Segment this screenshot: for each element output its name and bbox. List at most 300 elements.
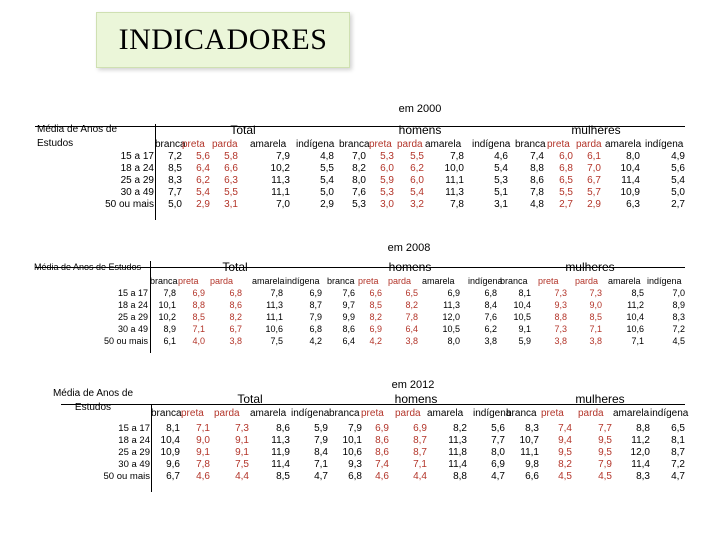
table-cell: 7,9 bbox=[276, 151, 290, 162]
indicator-table-1 bbox=[0, 240, 720, 380]
column-header: amarela bbox=[605, 139, 642, 150]
table-cell: 6,8 bbox=[309, 324, 322, 334]
table-cell: 6,6 bbox=[224, 163, 238, 174]
indicator-table-0 bbox=[0, 100, 720, 240]
table-cell: 4,6 bbox=[494, 151, 508, 162]
table-cell: 6,8 bbox=[348, 471, 362, 482]
table-cell: 5,4 bbox=[410, 187, 424, 198]
column-header: preta bbox=[182, 139, 205, 150]
table-cell: 7,1 bbox=[631, 336, 644, 346]
row-label: 25 a 29 bbox=[117, 312, 148, 322]
table-cell: 6,7 bbox=[587, 175, 601, 186]
table-cell: 4,0 bbox=[192, 336, 205, 346]
table-cell: 9,0 bbox=[589, 300, 602, 310]
column-header: preta bbox=[369, 139, 392, 150]
table-cell: 5,0 bbox=[320, 187, 334, 198]
row-label: 18 a 24 bbox=[120, 163, 154, 174]
table-cell: 8,8 bbox=[192, 300, 205, 310]
column-header: indígena bbox=[296, 139, 335, 150]
column-header: parda bbox=[214, 408, 240, 419]
table-cell: 8,6 bbox=[229, 300, 242, 310]
column-header: amarela bbox=[250, 139, 287, 150]
table-cell: 3,8 bbox=[484, 336, 497, 346]
table-cell: 7,0 bbox=[352, 151, 366, 162]
table-cell: 8,2 bbox=[558, 459, 572, 470]
table-cell: 5,4 bbox=[494, 163, 508, 174]
table-cell: 6,8 bbox=[484, 288, 497, 298]
table-cell: 7,2 bbox=[168, 151, 182, 162]
column-header: amarela bbox=[250, 408, 287, 419]
row-label: 30 a 49 bbox=[117, 324, 148, 334]
table-cell: 8,2 bbox=[405, 300, 418, 310]
table-cell: 6,4 bbox=[196, 163, 210, 174]
table-cell: 7,5 bbox=[270, 336, 283, 346]
table-cell: 8,2 bbox=[453, 423, 467, 434]
table-cell: 9,6 bbox=[166, 459, 180, 470]
table-cell: 6,2 bbox=[196, 175, 210, 186]
table-cell: 5,1 bbox=[494, 187, 508, 198]
table-cell: 5,7 bbox=[587, 187, 601, 198]
table-cell: 7,6 bbox=[352, 187, 366, 198]
table-cell: 11,2 bbox=[631, 435, 650, 446]
table-cell: 11,3 bbox=[271, 175, 290, 186]
table-cell: 5,3 bbox=[380, 151, 394, 162]
table-cell: 5,6 bbox=[196, 151, 210, 162]
row-label: 50 ou mais bbox=[103, 336, 148, 346]
column-header: parda bbox=[210, 276, 234, 286]
column-header: preta bbox=[541, 408, 564, 419]
table-year-label: em 2008 bbox=[387, 242, 431, 254]
table-cell: 3,0 bbox=[380, 199, 394, 210]
table-cell: 10,1 bbox=[158, 300, 176, 310]
table-cell: 5,0 bbox=[168, 199, 182, 210]
column-header: preta bbox=[358, 276, 379, 286]
table-cell: 9,8 bbox=[525, 459, 539, 470]
column-header: parda bbox=[212, 139, 238, 150]
table-cell: 10,6 bbox=[626, 324, 644, 334]
table-cell: 8,8 bbox=[554, 312, 567, 322]
table-cell: 5,3 bbox=[380, 187, 394, 198]
table-cell: 10,2 bbox=[158, 312, 176, 322]
table-cell: 7,3 bbox=[554, 288, 567, 298]
table-cell: 6,9 bbox=[447, 288, 460, 298]
column-header: amarela bbox=[608, 276, 641, 286]
table-cell: 8,5 bbox=[589, 312, 602, 322]
table-cell: 6,1 bbox=[163, 336, 176, 346]
column-header: parda bbox=[578, 408, 604, 419]
table-cell: 7,1 bbox=[314, 459, 328, 470]
table-cell: 2,9 bbox=[587, 199, 601, 210]
row-label: 50 ou mais bbox=[105, 199, 154, 210]
row-label: 30 a 49 bbox=[120, 187, 154, 198]
table-cell: 6,9 bbox=[309, 288, 322, 298]
table-cell: 4,8 bbox=[320, 151, 334, 162]
column-header: branca bbox=[327, 276, 355, 286]
table-cell: 7,4 bbox=[558, 423, 572, 434]
table-cell: 4,6 bbox=[196, 471, 210, 482]
column-header: branca bbox=[150, 276, 178, 286]
row-label: 18 a 24 bbox=[118, 435, 150, 446]
table-cell: 4,9 bbox=[671, 151, 685, 162]
table-cell: 9,5 bbox=[558, 447, 572, 458]
row-header-label: Média de Anos de Estudos bbox=[52, 388, 134, 413]
table-cell: 8,6 bbox=[530, 175, 544, 186]
title-box bbox=[96, 12, 350, 68]
table-cell: 3,8 bbox=[229, 336, 242, 346]
table-cell: 4,7 bbox=[671, 471, 685, 482]
table-cell: 2,9 bbox=[320, 199, 334, 210]
column-header: indígena bbox=[468, 276, 503, 286]
table-cell: 3,1 bbox=[224, 199, 238, 210]
table-cell: 9,3 bbox=[348, 459, 362, 470]
indicator-table-2 bbox=[0, 378, 720, 518]
table-cell: 9,0 bbox=[196, 435, 210, 446]
table-cell: 7,9 bbox=[309, 312, 322, 322]
table-cell: 3,8 bbox=[589, 336, 602, 346]
table-cell: 8,3 bbox=[636, 471, 650, 482]
table-cell: 8,2 bbox=[369, 312, 382, 322]
table-cell: 3,2 bbox=[410, 199, 424, 210]
column-header: indígena bbox=[650, 408, 689, 419]
table-cell: 6,0 bbox=[559, 151, 573, 162]
table-cell: 10,6 bbox=[342, 447, 362, 458]
table-cell: 10,1 bbox=[342, 435, 362, 446]
group-label-homens: homens bbox=[394, 392, 438, 406]
table-cell: 8,7 bbox=[309, 300, 322, 310]
table-cell: 6,7 bbox=[166, 471, 180, 482]
table-cell: 8,0 bbox=[491, 447, 505, 458]
table-cell: 11,1 bbox=[266, 312, 283, 322]
table-cell: 6,9 bbox=[369, 324, 382, 334]
table-cell: 9,1 bbox=[518, 324, 531, 334]
table-cell: 8,8 bbox=[636, 423, 650, 434]
row-label: 30 a 49 bbox=[118, 459, 150, 470]
table-cell: 11,3 bbox=[266, 300, 283, 310]
row-header-label: Média de Anos de Estudos bbox=[34, 262, 142, 272]
table-cell: 8,5 bbox=[369, 300, 382, 310]
table-cell: 10,2 bbox=[270, 163, 290, 174]
table-cell: 11,3 bbox=[445, 187, 464, 198]
table-cell: 2,7 bbox=[671, 199, 685, 210]
table-cell: 8,3 bbox=[525, 423, 539, 434]
table-cell: 6,1 bbox=[587, 151, 601, 162]
table-cell: 6,5 bbox=[405, 288, 418, 298]
column-header: parda bbox=[397, 139, 423, 150]
table-cell: 6,3 bbox=[224, 175, 238, 186]
table-cell: 7,6 bbox=[484, 312, 497, 322]
table-cell: 9,1 bbox=[196, 447, 210, 458]
table-cell: 8,5 bbox=[631, 288, 644, 298]
table-cell: 9,3 bbox=[554, 300, 567, 310]
table-cell: 9,1 bbox=[235, 447, 249, 458]
column-header: branca bbox=[329, 408, 360, 419]
table-cell: 6,9 bbox=[413, 423, 427, 434]
page-title: INDICADORES bbox=[118, 23, 328, 56]
table-cell: 8,3 bbox=[672, 312, 685, 322]
table-cell: 5,3 bbox=[494, 175, 508, 186]
table-cell: 11,2 bbox=[627, 300, 644, 310]
column-header: amarela bbox=[422, 276, 455, 286]
table-cell: 8,6 bbox=[276, 423, 290, 434]
table-cell: 7,8 bbox=[270, 288, 283, 298]
column-header: indígena bbox=[647, 276, 682, 286]
column-header: indígena bbox=[473, 408, 512, 419]
table-cell: 11,4 bbox=[631, 459, 650, 470]
table-cell: 10,9 bbox=[620, 187, 640, 198]
table-cell: 7,3 bbox=[554, 324, 567, 334]
column-header: amarela bbox=[613, 408, 650, 419]
table-cell: 8,3 bbox=[168, 175, 182, 186]
table-cell: 6,9 bbox=[192, 288, 205, 298]
column-header: indígena bbox=[285, 276, 320, 286]
table-cell: 9,9 bbox=[342, 312, 355, 322]
group-label-total: Total bbox=[222, 260, 248, 274]
table-cell: 6,5 bbox=[671, 423, 685, 434]
table-cell: 8,1 bbox=[166, 423, 180, 434]
row-label: 15 a 17 bbox=[120, 151, 154, 162]
table-cell: 8,2 bbox=[352, 163, 366, 174]
table-cell: 11,4 bbox=[621, 175, 640, 186]
table-cell: 7,9 bbox=[314, 435, 328, 446]
table-cell: 8,9 bbox=[672, 300, 685, 310]
table-cell: 4,4 bbox=[413, 471, 427, 482]
table-cell: 9,4 bbox=[558, 435, 572, 446]
table-cell: 6,9 bbox=[375, 423, 389, 434]
table-cell: 5,4 bbox=[196, 187, 210, 198]
column-header: preta bbox=[547, 139, 570, 150]
table-cell: 5,0 bbox=[671, 187, 685, 198]
table-cell: 7,1 bbox=[192, 324, 205, 334]
table-cell: 5,6 bbox=[491, 423, 505, 434]
group-label-total: Total bbox=[237, 392, 263, 406]
table-cell: 6,0 bbox=[380, 163, 394, 174]
table-cell: 5,3 bbox=[352, 199, 366, 210]
table-cell: 8,5 bbox=[276, 471, 290, 482]
table-cell: 7,7 bbox=[598, 423, 612, 434]
table-cell: 8,7 bbox=[413, 447, 427, 458]
table-cell: 6,4 bbox=[405, 324, 418, 334]
table-cell: 7,0 bbox=[672, 288, 685, 298]
table-cell: 11,3 bbox=[448, 435, 467, 446]
table-cell: 11,9 bbox=[271, 447, 290, 458]
table-cell: 11,1 bbox=[271, 187, 290, 198]
column-header: preta bbox=[361, 408, 384, 419]
table-cell: 8,5 bbox=[192, 312, 205, 322]
table-cell: 10,6 bbox=[265, 324, 283, 334]
table-cell: 5,5 bbox=[559, 187, 573, 198]
column-header: branca bbox=[151, 408, 182, 419]
table-cell: 7,8 bbox=[530, 187, 544, 198]
table-year-label: em 2012 bbox=[391, 379, 435, 391]
table-cell: 8,9 bbox=[163, 324, 176, 334]
column-header: indígena bbox=[291, 408, 330, 419]
column-header: branca bbox=[339, 139, 370, 150]
table-year-label: em 2000 bbox=[398, 103, 442, 115]
table-cell: 8,7 bbox=[671, 447, 685, 458]
row-header-label: Média de Anos de Estudos bbox=[37, 124, 118, 149]
column-header: amarela bbox=[425, 139, 462, 150]
table-cell: 5,8 bbox=[224, 151, 238, 162]
table-cell: 7,3 bbox=[235, 423, 249, 434]
row-label: 25 a 29 bbox=[118, 447, 150, 458]
table-cell: 10,9 bbox=[160, 447, 180, 458]
table-cell: 8,0 bbox=[626, 151, 640, 162]
table-cell: 4,2 bbox=[309, 336, 322, 346]
table-cell: 7,0 bbox=[276, 199, 290, 210]
table-cell: 3,1 bbox=[494, 199, 508, 210]
table-cell: 10,4 bbox=[160, 435, 180, 446]
table-cell: 6,3 bbox=[626, 199, 640, 210]
table-cell: 3,8 bbox=[554, 336, 567, 346]
table-cell: 6,0 bbox=[410, 175, 424, 186]
table-cell: 7,8 bbox=[450, 151, 464, 162]
table-cell: 8,0 bbox=[352, 175, 366, 186]
table-cell: 7,7 bbox=[491, 435, 505, 446]
table-cell: 6,4 bbox=[342, 336, 355, 346]
table-cell: 10,4 bbox=[620, 163, 640, 174]
table-cell: 9,5 bbox=[598, 447, 612, 458]
table-cell: 6,5 bbox=[559, 175, 573, 186]
row-label: 15 a 17 bbox=[117, 288, 148, 298]
column-header: preta bbox=[181, 408, 204, 419]
table-cell: 6,6 bbox=[369, 288, 382, 298]
table-cell: 4,8 bbox=[530, 199, 544, 210]
table-cell: 8,1 bbox=[671, 435, 685, 446]
table-cell: 4,7 bbox=[491, 471, 505, 482]
column-header: parda bbox=[575, 276, 599, 286]
table-cell: 5,9 bbox=[518, 336, 531, 346]
table-cell: 7,8 bbox=[450, 199, 464, 210]
table-cell: 7,8 bbox=[163, 288, 176, 298]
row-label: 25 a 29 bbox=[120, 175, 154, 186]
table-cell: 6,2 bbox=[410, 163, 424, 174]
table-cell: 4,2 bbox=[369, 336, 382, 346]
table-cell: 7,0 bbox=[587, 163, 601, 174]
table-cell: 10,0 bbox=[444, 163, 464, 174]
table-cell: 7,7 bbox=[168, 187, 182, 198]
table-cell: 7,9 bbox=[348, 423, 362, 434]
table-cell: 11,8 bbox=[448, 447, 467, 458]
group-label-homens: homens bbox=[388, 260, 432, 274]
column-header: parda bbox=[576, 139, 602, 150]
table-cell: 8,2 bbox=[229, 312, 242, 322]
row-label: 50 ou mais bbox=[103, 471, 150, 482]
table-cell: 6,2 bbox=[484, 324, 497, 334]
table-cell: 12,0 bbox=[630, 447, 650, 458]
table-cell: 8,6 bbox=[375, 447, 389, 458]
table-cell: 6,6 bbox=[525, 471, 539, 482]
table-cell: 10,4 bbox=[626, 312, 644, 322]
table-cell: 3,8 bbox=[405, 336, 418, 346]
table-cell: 7,2 bbox=[671, 459, 685, 470]
table-cell: 7,9 bbox=[598, 459, 612, 470]
table-cell: 8,0 bbox=[447, 336, 460, 346]
table-cell: 7,4 bbox=[375, 459, 389, 470]
table-cell: 5,5 bbox=[224, 187, 238, 198]
table-cell: 7,6 bbox=[342, 288, 355, 298]
table-cell: 5,4 bbox=[320, 175, 334, 186]
table-cell: 6,8 bbox=[559, 163, 573, 174]
table-cell: 9,1 bbox=[235, 435, 249, 446]
table-cell: 7,5 bbox=[235, 459, 249, 470]
table-cell: 4,5 bbox=[598, 471, 612, 482]
table-cell: 10,4 bbox=[513, 300, 531, 310]
table-cell: 4,7 bbox=[314, 471, 328, 482]
column-header: branca bbox=[506, 408, 537, 419]
table-cell: 8,5 bbox=[168, 163, 182, 174]
table-cell: 9,7 bbox=[342, 300, 355, 310]
table-cell: 8,1 bbox=[518, 288, 531, 298]
group-label-mulheres: mulheres bbox=[575, 392, 625, 406]
group-label-mulheres: mulheres bbox=[565, 260, 615, 274]
table-cell: 8,4 bbox=[484, 300, 497, 310]
column-header: preta bbox=[178, 276, 199, 286]
column-header: indígena bbox=[472, 139, 511, 150]
table-cell: 5,4 bbox=[671, 175, 685, 186]
group-label-homens: homens bbox=[398, 123, 442, 137]
row-label: 15 a 17 bbox=[118, 423, 150, 434]
table-cell: 11,4 bbox=[448, 459, 467, 470]
table-cell: 7,4 bbox=[530, 151, 544, 162]
group-label-total: Total bbox=[230, 123, 256, 137]
table-cell: 5,5 bbox=[320, 163, 334, 174]
table-cell: 7,1 bbox=[413, 459, 427, 470]
column-header: branca bbox=[515, 139, 546, 150]
column-header: parda bbox=[395, 408, 421, 419]
table-cell: 5,9 bbox=[380, 175, 394, 186]
table-cell: 8,8 bbox=[453, 471, 467, 482]
table-cell: 8,6 bbox=[375, 435, 389, 446]
table-cell: 6,9 bbox=[491, 459, 505, 470]
table-cell: 7,1 bbox=[589, 324, 602, 334]
table-cell: 4,5 bbox=[558, 471, 572, 482]
column-header: amarela bbox=[427, 408, 464, 419]
table-cell: 7,8 bbox=[405, 312, 418, 322]
table-cell: 10,5 bbox=[442, 324, 460, 334]
column-header: amarela bbox=[252, 276, 285, 286]
table-cell: 7,8 bbox=[196, 459, 210, 470]
table-cell: 5,9 bbox=[314, 423, 328, 434]
table-cell: 8,4 bbox=[314, 447, 328, 458]
table-cell: 11,3 bbox=[271, 435, 290, 446]
table-cell: 4,4 bbox=[235, 471, 249, 482]
table-cell: 6,7 bbox=[229, 324, 242, 334]
table-cell: 4,6 bbox=[375, 471, 389, 482]
table-cell: 11,3 bbox=[443, 300, 460, 310]
group-label-mulheres: mulheres bbox=[571, 123, 621, 137]
table-cell: 2,7 bbox=[559, 199, 573, 210]
table-cell: 11,1 bbox=[445, 175, 464, 186]
table-cell: 10,5 bbox=[513, 312, 531, 322]
table-cell: 6,8 bbox=[229, 288, 242, 298]
table-cell: 8,8 bbox=[530, 163, 544, 174]
table-cell: 4,5 bbox=[672, 336, 685, 346]
table-cell: 2,9 bbox=[196, 199, 210, 210]
column-header: parda bbox=[388, 276, 412, 286]
table-cell: 7,3 bbox=[589, 288, 602, 298]
table-cell: 10,7 bbox=[519, 435, 539, 446]
row-label: 18 a 24 bbox=[117, 300, 148, 310]
table-cell: 5,6 bbox=[671, 163, 685, 174]
table-cell: 9,5 bbox=[598, 435, 612, 446]
table-cell: 5,5 bbox=[410, 151, 424, 162]
table-cell: 12,0 bbox=[442, 312, 460, 322]
table-cell: 8,7 bbox=[413, 435, 427, 446]
column-header: branca bbox=[500, 276, 528, 286]
table-cell: 11,4 bbox=[271, 459, 290, 470]
column-header: preta bbox=[538, 276, 559, 286]
column-header: branca bbox=[155, 139, 186, 150]
